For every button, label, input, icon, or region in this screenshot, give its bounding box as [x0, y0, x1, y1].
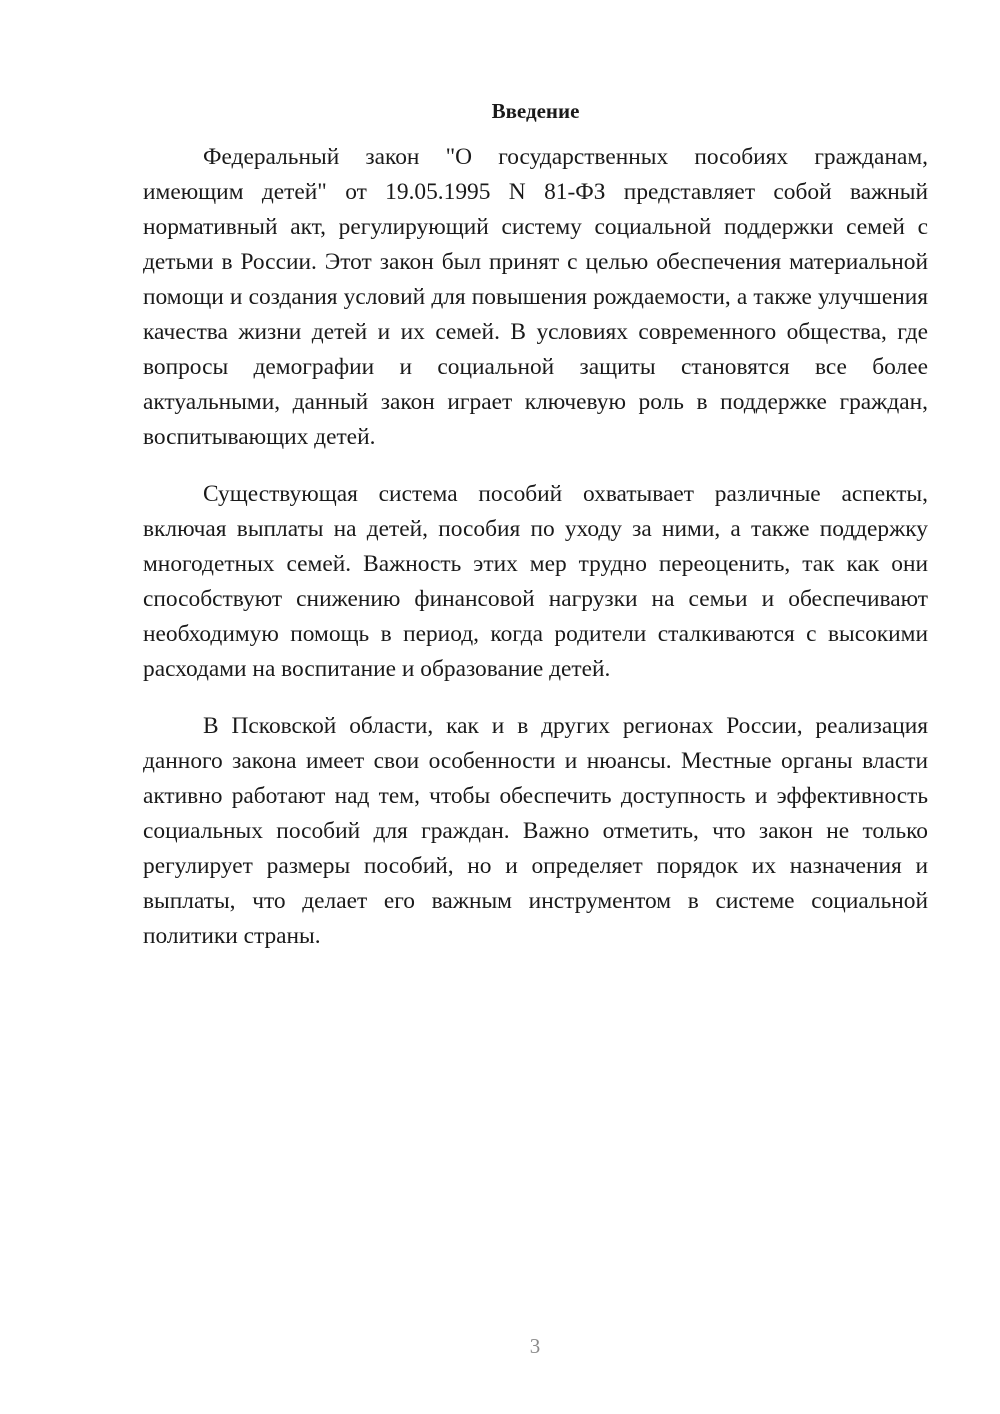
page-number: 3	[529, 1334, 541, 1358]
paragraph-3: В Псковской области, как и в других регионах России, реализация данного закона имеет свои особенности и нюансы. Местные органы власти активно работают над тем, чтобы обеспечить доступность и эффективность социальных пособий для граждан. Важно отметить, что закон не только регулирует размеры пособий, но и определяет порядок их назначения и выплаты, что делает его важным инструментом в системе социальной политики страны.	[143, 713, 928, 949]
section-heading: Введение	[491, 99, 580, 123]
page-body	[143, 94, 928, 976]
paragraph-2: Существующая система пособий охватывает различные аспекты, включая выплаты на детей, пособия по уходу за ними, а также поддержку многодетных семей. Важность этих мер трудно переоценить, так как они способствуют снижению финансовой нагрузки на семьи и обеспечивают необходимую помощь в период, когда родители сталкиваются с высокими расходами на воспитание и образование детей.	[143, 481, 928, 682]
paragraph-1: Федеральный закон "О государственных пособиях гражданам, имеющим детей" от 19.05.1995 N 81-ФЗ представляет собой важный нормативный акт, регулирующий систему социальной поддержки семей с детьми в России. Этот закон был принят с целью обеспечения материальной помощи и создания условий для повышения рождаемости, а также улучшения качества жизни детей и их семей. В условиях современного общества, где вопросы демографии и социальной защиты становятся все более актуальными, данный закон играет ключевую роль в поддержке граждан, воспитывающих детей.	[143, 144, 928, 450]
